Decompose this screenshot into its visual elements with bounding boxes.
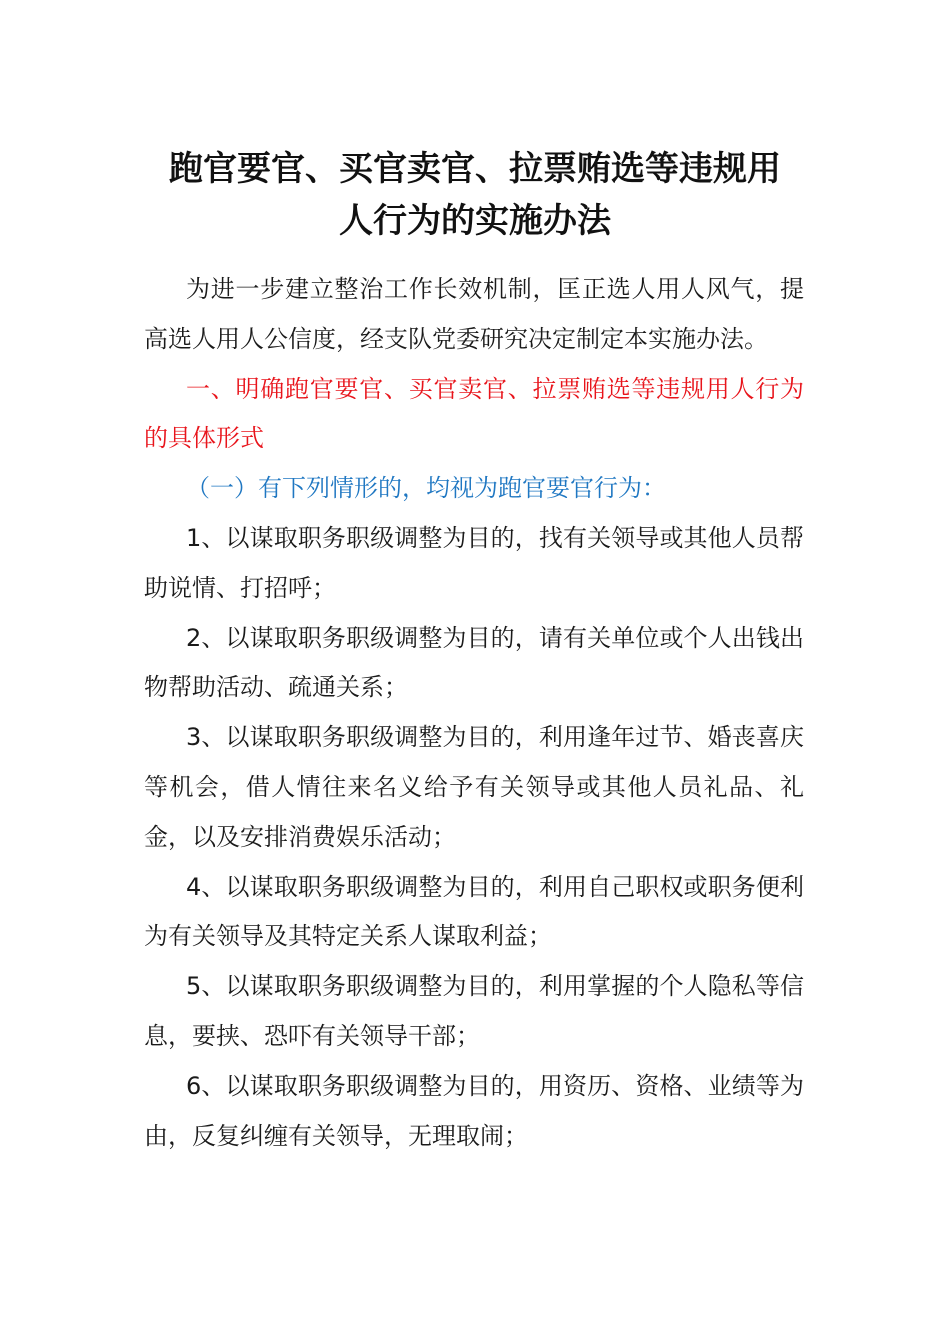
document-body [144,265,804,1161]
title-line-2: 人行为的实施办法 [339,201,611,241]
section-heading: 一、明确跑官要官、买官卖官、拉票贿选等违规用人行为的具体形式 [144,374,804,453]
list-item: 3、以谋取职务职级调整为目的，利用逢年过节、婚丧喜庆等机会，借人情往来名义给予有关领导或其他人员礼品、礼金，以及安排消费娱乐活动； [144,723,804,851]
subsection-heading: （一）有下列情形的，均视为跑官要官行为： [186,474,666,503]
list-item: 4、以谋取职务职级调整为目的，利用自己职权或职务便利为有关领导及其特定关系人谋取利益； [144,872,804,951]
list-item: 5、以谋取职务职级调整为目的，利用掌握的个人隐私等信息，要挟、恐吓有关领导干部； [144,972,804,1050]
list-item: 6、以谋取职务职级调整为目的，用资历、资格、业绩等为由，反复纠缠有关领导，无理取闹； [144,1071,804,1150]
intro-paragraph: 为进一步建立整治工作长效机制，匡正选人用人风气，提高选人用人公信度，经支队党委研究决定制定本实施办法。 [144,275,804,353]
list-item: 1、以谋取职务职级调整为目的，找有关领导或其他人员帮助说情、打招呼； [144,523,804,602]
document-title [140,143,810,247]
list-item: 2、以谋取职务职级调整为目的，请有关单位或个人出钱出物帮助活动、疏通关系； [144,623,804,702]
title-line-1: 跑官要官、买官卖官、拉票贿选等违规用 [169,149,781,189]
